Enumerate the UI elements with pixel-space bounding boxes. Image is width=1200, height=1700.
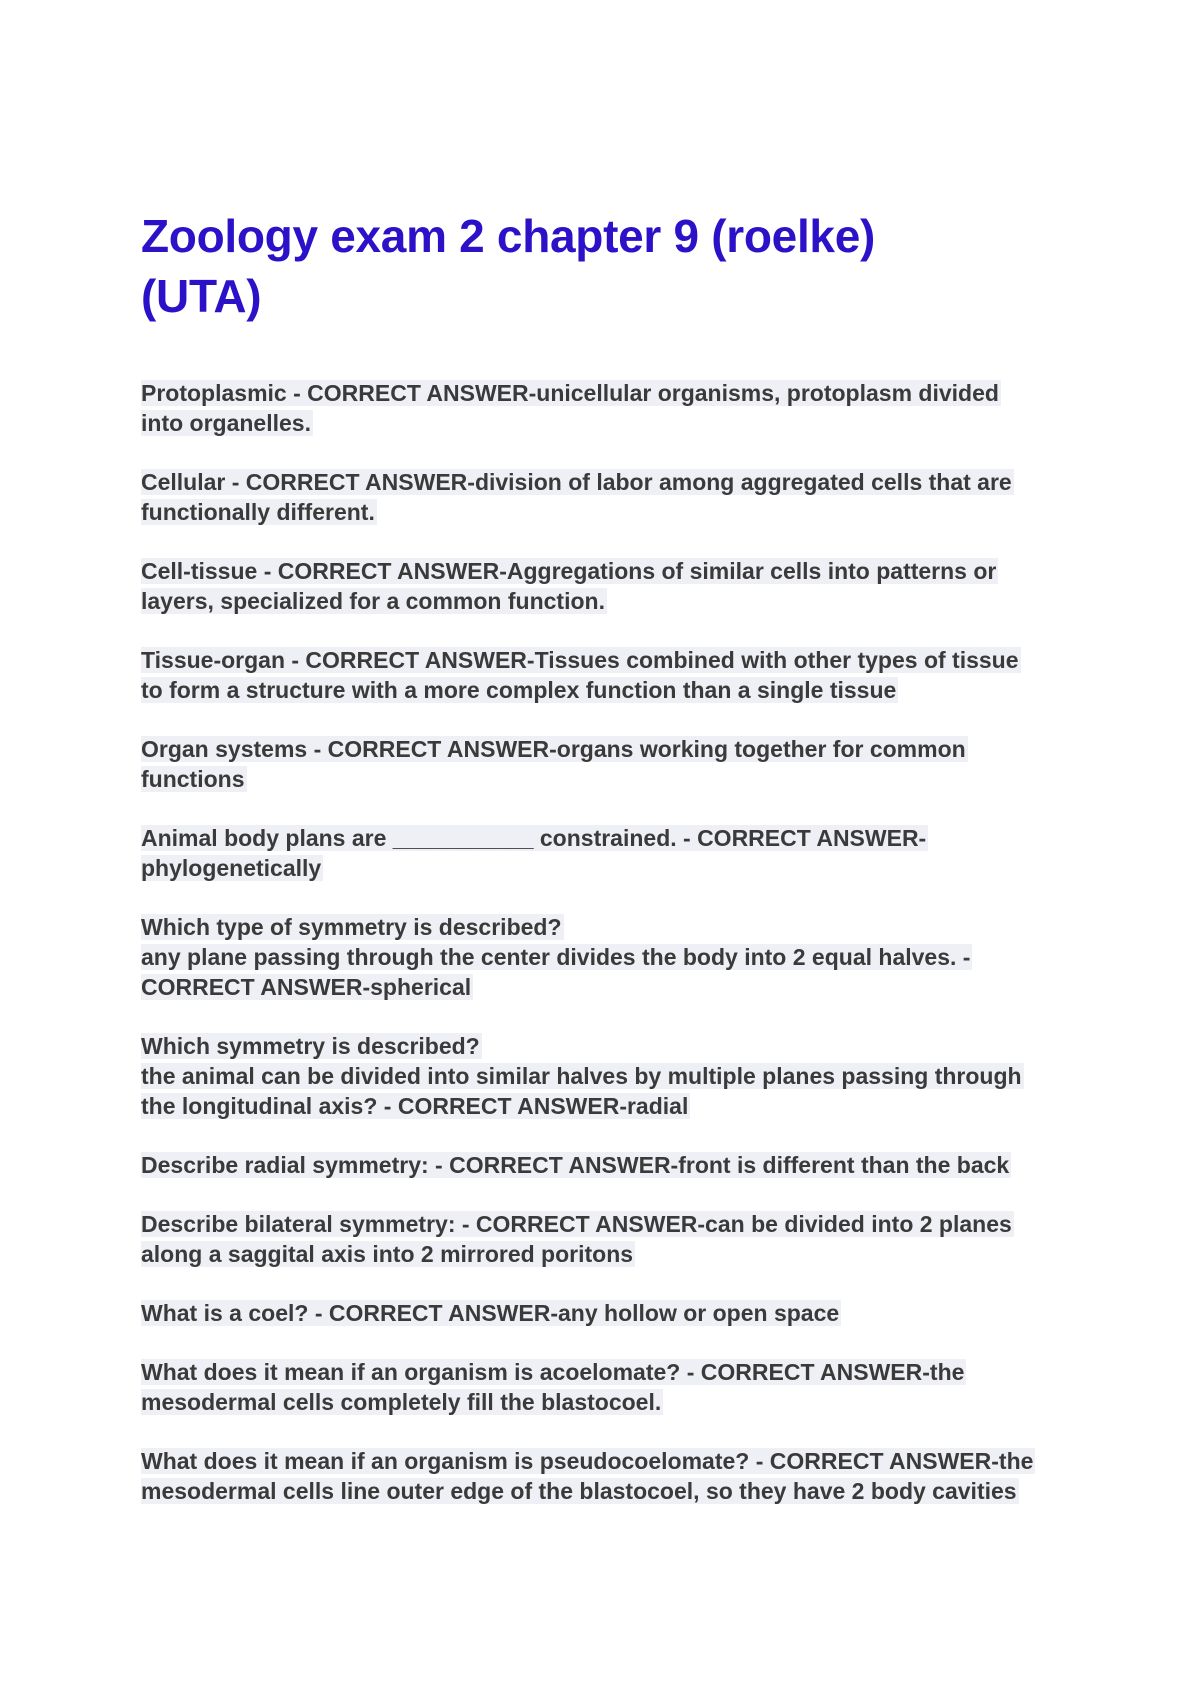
page-title <box>141 206 1041 326</box>
qa-line-text: functionally different. <box>141 499 375 525</box>
qa-line-text: functions <box>141 766 245 792</box>
qa-item <box>141 734 1071 794</box>
qa-line <box>141 556 1071 586</box>
qa-line-text: mesodermal cells line outer edge of the blastocoel, so they have 2 body cavities <box>141 1478 1017 1504</box>
qa-line-text: Animal body plans are ___________ constrained. - CORRECT ANSWER- <box>141 825 927 851</box>
qa-line-text: CORRECT ANSWER-spherical <box>141 974 472 1000</box>
qa-line <box>141 1091 1071 1121</box>
qa-line <box>141 1476 1071 1506</box>
qa-item <box>141 645 1071 705</box>
qa-line <box>141 1061 1071 1091</box>
qa-line <box>141 1357 1071 1387</box>
qa-line-text: Describe bilateral symmetry: - CORRECT ANSWER-can be divided into 2 planes <box>141 1211 1012 1237</box>
qa-item <box>141 1446 1071 1506</box>
qa-item <box>141 823 1071 883</box>
qa-line-text: the animal can be divided into similar halves by multiple planes passing through <box>141 1063 1022 1089</box>
qa-line <box>141 764 1071 794</box>
qa-line-text: the longitudinal axis? - CORRECT ANSWER-radial <box>141 1093 689 1119</box>
qa-line <box>141 467 1071 497</box>
qa-item <box>141 556 1071 616</box>
qa-line <box>141 1239 1071 1269</box>
qa-line <box>141 1387 1071 1417</box>
qa-line <box>141 734 1071 764</box>
qa-line <box>141 378 1071 408</box>
qa-line-text: Tissue-organ - CORRECT ANSWER-Tissues combined with other types of tissue <box>141 647 1019 673</box>
qa-line-text: Protoplasmic - CORRECT ANSWER-unicellular organisms, protoplasm divided <box>141 380 999 406</box>
title-line-2: (UTA) <box>141 270 262 322</box>
qa-line-text: Which type of symmetry is described? <box>141 914 562 940</box>
qa-line <box>141 1031 1071 1061</box>
qa-line <box>141 645 1071 675</box>
qa-line-text: Describe radial symmetry: - CORRECT ANSWER-front is different than the back <box>141 1152 1010 1178</box>
qa-line <box>141 912 1071 942</box>
qa-line-text: along a saggital axis into 2 mirrored poritons <box>141 1241 634 1267</box>
qa-line-text: layers, specialized for a common function. <box>141 588 605 614</box>
qa-line <box>141 586 1071 616</box>
qa-line-text: to form a structure with a more complex function than a single tissue <box>141 677 897 703</box>
qa-item <box>141 1031 1071 1121</box>
qa-line-text: Cellular - CORRECT ANSWER-division of labor among aggregated cells that are <box>141 469 1012 495</box>
title-line-1: Zoology exam 2 chapter 9 (roelke) <box>141 210 876 262</box>
qa-line-text: What is a coel? - CORRECT ANSWER-any hollow or open space <box>141 1300 840 1326</box>
qa-line <box>141 972 1071 1002</box>
qa-line <box>141 675 1071 705</box>
qa-item <box>141 467 1071 527</box>
qa-line <box>141 1298 1071 1328</box>
qa-item <box>141 912 1071 1002</box>
qa-line <box>141 1150 1071 1180</box>
qa-item <box>141 1209 1071 1269</box>
qa-item <box>141 1357 1071 1417</box>
qa-line-text: Organ systems - CORRECT ANSWER-organs working together for common <box>141 736 966 762</box>
qa-line-text: Which symmetry is described? <box>141 1033 480 1059</box>
qa-line <box>141 408 1071 438</box>
qa-line-text: What does it mean if an organism is pseudocoelomate? - CORRECT ANSWER-the <box>141 1448 1034 1474</box>
qa-line-text: mesodermal cells completely fill the blastocoel. <box>141 1389 662 1415</box>
qa-line-text: What does it mean if an organism is acoelomate? - CORRECT ANSWER-the <box>141 1359 965 1385</box>
qa-line <box>141 942 1071 972</box>
qa-line <box>141 1446 1071 1476</box>
qa-line <box>141 497 1071 527</box>
qa-line-text: any plane passing through the center divides the body into 2 equal halves. - <box>141 944 971 970</box>
qa-line <box>141 1209 1071 1239</box>
qa-item <box>141 378 1071 438</box>
qa-line-text: into organelles. <box>141 410 311 436</box>
qa-line-text: phylogenetically <box>141 855 322 881</box>
qa-line <box>141 823 1071 853</box>
qa-line-text: Cell-tissue - CORRECT ANSWER-Aggregations of similar cells into patterns or <box>141 558 997 584</box>
qa-item <box>141 1298 1071 1328</box>
qa-list <box>141 378 1071 1535</box>
qa-item <box>141 1150 1071 1180</box>
qa-line <box>141 853 1071 883</box>
